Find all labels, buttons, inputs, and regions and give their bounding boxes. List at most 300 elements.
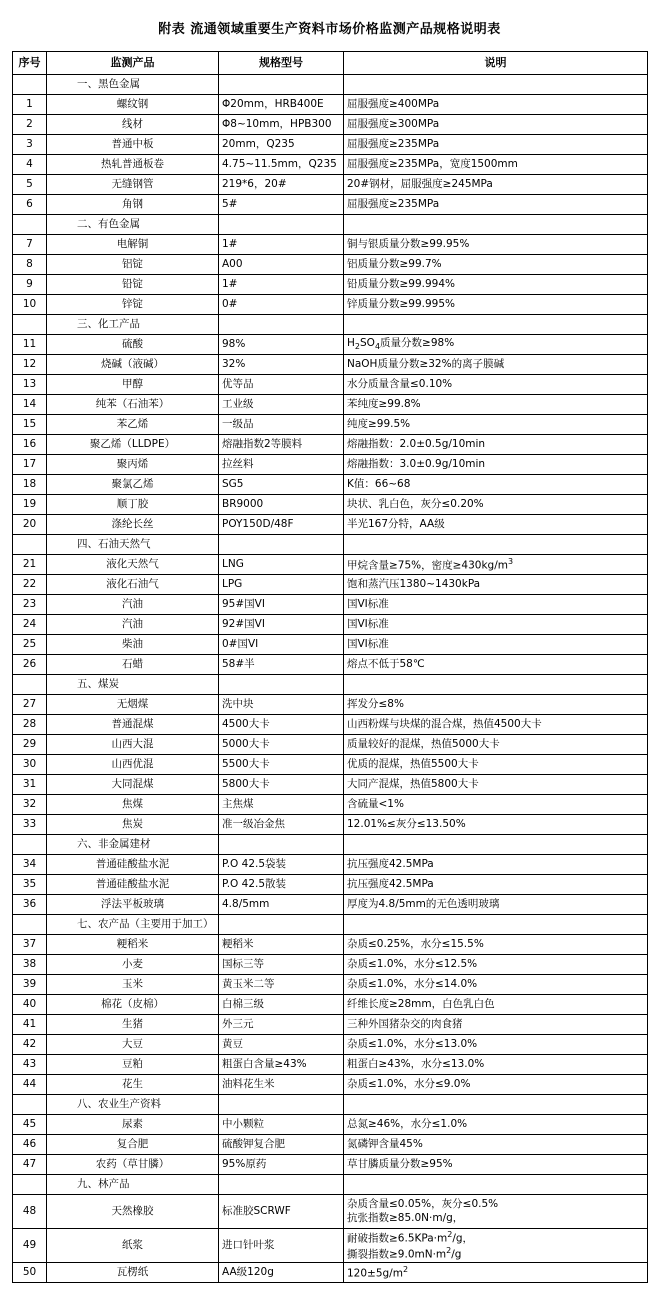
row-product: 铝锭	[47, 255, 219, 275]
row-spec: 92#国VI	[219, 615, 344, 635]
row-spec: 硫酸钾复合肥	[219, 1135, 344, 1155]
row-product: 山西优混	[47, 755, 219, 775]
row-spec: 一级品	[219, 415, 344, 435]
table-row-group	[13, 835, 648, 855]
row-product: 无缝钢管	[47, 175, 219, 195]
row-spec: 5000大卡	[219, 735, 344, 755]
row-desc: 国VI标准	[344, 595, 648, 615]
table-row	[13, 415, 648, 435]
row-no	[13, 1175, 47, 1195]
row-spec: P.O 42.5袋装	[219, 855, 344, 875]
table-row	[13, 815, 648, 835]
row-product: 普通中板	[47, 135, 219, 155]
table-row	[13, 695, 648, 715]
table-row	[13, 1115, 648, 1135]
row-spec: 油料花生米	[219, 1075, 344, 1095]
row-desc: 屈服强度≥235MPa，宽度1500mm	[344, 155, 648, 175]
row-desc: 山西粉煤与块煤的混合煤，热值4500大卡	[344, 715, 648, 735]
row-product: 山西大混	[47, 735, 219, 755]
row-desc	[344, 915, 648, 935]
table-row	[13, 555, 648, 575]
table-row-group	[13, 75, 648, 95]
row-spec: LNG	[219, 555, 344, 575]
row-desc: 挥发分≤8%	[344, 695, 648, 715]
row-desc: K值：66~68	[344, 475, 648, 495]
row-product: 棉花（皮棉）	[47, 995, 219, 1015]
row-no: 24	[13, 615, 47, 635]
table-row	[13, 235, 648, 255]
table-row	[13, 755, 648, 775]
row-no: 50	[13, 1263, 47, 1283]
row-no: 15	[13, 415, 47, 435]
table-row	[13, 995, 648, 1015]
row-spec: 标准胶SCRWF	[219, 1195, 344, 1229]
row-no: 37	[13, 935, 47, 955]
page-title: 附表 流通领域重要生产资料市场价格监测产品规格说明表	[158, 22, 501, 37]
row-desc: 质量较好的混煤，热值5000大卡	[344, 735, 648, 755]
row-no: 11	[13, 335, 47, 355]
row-no: 45	[13, 1115, 47, 1135]
row-product: 角钢	[47, 195, 219, 215]
row-spec: 洗中块	[219, 695, 344, 715]
row-no: 47	[13, 1155, 47, 1175]
row-spec: 4.8/5mm	[219, 895, 344, 915]
row-product: 大豆	[47, 1035, 219, 1055]
column-header-desc: 说明	[344, 52, 648, 75]
table-row	[13, 375, 648, 395]
row-spec: AA级120g	[219, 1263, 344, 1283]
row-product: 豆粕	[47, 1055, 219, 1075]
row-product: 普通硅酸盐水泥	[47, 875, 219, 895]
row-no	[13, 835, 47, 855]
row-product: 硫酸	[47, 335, 219, 355]
row-product: 聚氯乙烯	[47, 475, 219, 495]
row-spec: 准一级冶金焦	[219, 815, 344, 835]
row-spec	[219, 75, 344, 95]
row-product: 纯苯（石油苯）	[47, 395, 219, 415]
row-product: 聚乙烯（LLDPE）	[47, 435, 219, 455]
row-spec: 外三元	[219, 1015, 344, 1035]
table-row	[13, 795, 648, 815]
row-no: 43	[13, 1055, 47, 1075]
table-row	[13, 455, 648, 475]
row-no: 12	[13, 355, 47, 375]
row-desc: 屈服强度≥400MPa	[344, 95, 648, 115]
row-product: 柴油	[47, 635, 219, 655]
row-no: 17	[13, 455, 47, 475]
row-spec	[219, 915, 344, 935]
row-product: 烧碱（液碱）	[47, 355, 219, 375]
row-no: 22	[13, 575, 47, 595]
row-no	[13, 315, 47, 335]
row-desc: $H_2SO_4$质量分数≥98%	[344, 335, 648, 355]
row-no: 27	[13, 695, 47, 715]
row-no: 10	[13, 295, 47, 315]
row-desc: 杂质含量≤0.05%，灰分≤0.5% 抗张指数≥85.0N·m/g，	[344, 1195, 648, 1229]
table-row	[13, 1195, 648, 1229]
row-product: 电解铜	[47, 235, 219, 255]
table-row	[13, 895, 648, 915]
row-desc: 三种外国猪杂交的肉食猪	[344, 1015, 648, 1035]
row-no: 39	[13, 975, 47, 995]
table-row	[13, 255, 648, 275]
table-row	[13, 1155, 648, 1175]
row-desc	[344, 75, 648, 95]
row-no: 32	[13, 795, 47, 815]
table-row	[13, 975, 648, 995]
spec-table	[12, 51, 648, 1283]
row-spec	[219, 315, 344, 335]
row-no: 33	[13, 815, 47, 835]
row-product: 普通硅酸盐水泥	[47, 855, 219, 875]
row-desc: $120\pm 5g/m^2$	[344, 1263, 648, 1283]
row-desc	[344, 1095, 648, 1115]
row-no: 20	[13, 515, 47, 535]
row-desc: 20#钢材，屈服强度≥245MPa	[344, 175, 648, 195]
group-label: 九、林产品	[47, 1175, 219, 1195]
row-spec: 优等品	[219, 375, 344, 395]
row-no: 14	[13, 395, 47, 415]
row-product: 复合肥	[47, 1135, 219, 1155]
row-desc: 熔融指数：3.0±0.9g/10min	[344, 455, 648, 475]
row-spec: P.O 42.5散装	[219, 875, 344, 895]
table-row-group	[13, 1095, 648, 1115]
row-spec: 主焦煤	[219, 795, 344, 815]
row-spec	[219, 535, 344, 555]
row-no: 35	[13, 875, 47, 895]
row-spec: 32%	[219, 355, 344, 375]
row-spec: BR9000	[219, 495, 344, 515]
row-spec	[219, 1095, 344, 1115]
row-product: 玉米	[47, 975, 219, 995]
table-row-group	[13, 315, 648, 335]
row-desc: 锌质量分数≥99.995%	[344, 295, 648, 315]
row-no: 28	[13, 715, 47, 735]
group-label: 四、石油天然气	[47, 535, 219, 555]
row-desc: 杂质≤1.0%，水分≤12.5%	[344, 955, 648, 975]
table-row	[13, 595, 648, 615]
row-product: 甲醇	[47, 375, 219, 395]
row-no: 34	[13, 855, 47, 875]
row-desc: 杂质≤1.0%，水分≤13.0%	[344, 1035, 648, 1055]
row-desc	[344, 675, 648, 695]
row-product: 热轧普通板卷	[47, 155, 219, 175]
row-desc: 抗压强度42.5MPa	[344, 855, 648, 875]
row-desc: 纯度≥99.5%	[344, 415, 648, 435]
table-row	[13, 295, 648, 315]
row-desc: 甲烷含量≥75%，密度$\ge 430kg/m^3$	[344, 555, 648, 575]
row-spec	[219, 215, 344, 235]
group-label: 一、黑色金属	[47, 75, 219, 95]
row-product: 焦炭	[47, 815, 219, 835]
row-desc: 熔融指数：2.0±0.5g/10min	[344, 435, 648, 455]
row-desc: NaOH质量分数≥32%的离子膜碱	[344, 355, 648, 375]
row-no: 7	[13, 235, 47, 255]
table-row	[13, 775, 648, 795]
row-desc: 铝质量分数≥99.7%	[344, 255, 648, 275]
row-desc: 含硫量<1%	[344, 795, 648, 815]
row-no: 25	[13, 635, 47, 655]
row-desc: 抗压强度42.5MPa	[344, 875, 648, 895]
row-spec: 黄玉米二等	[219, 975, 344, 995]
row-desc: 铅质量分数≥99.994%	[344, 275, 648, 295]
row-spec: 58#半	[219, 655, 344, 675]
row-no: 2	[13, 115, 47, 135]
row-product: 线材	[47, 115, 219, 135]
row-product: 普通混煤	[47, 715, 219, 735]
row-product: 铅锭	[47, 275, 219, 295]
group-label: 二、有色金属	[47, 215, 219, 235]
row-desc: 耐破指数$\ge 6.5KPa\cdot m^2/g$， 撕裂指数$\ge 9.0mN\cdot m^2/g$	[344, 1229, 648, 1263]
row-no: 8	[13, 255, 47, 275]
row-desc: 块状、乳白色，灰分≤0.20%	[344, 495, 648, 515]
row-desc	[344, 315, 648, 335]
row-no: 21	[13, 555, 47, 575]
row-desc: 粗蛋白≥43%，水分≤13.0%	[344, 1055, 648, 1075]
group-label: 七、农产品（主要用于加工）	[47, 915, 219, 935]
table-row	[13, 1055, 648, 1075]
row-no	[13, 675, 47, 695]
row-no: 30	[13, 755, 47, 775]
row-no	[13, 215, 47, 235]
row-spec: 4500大卡	[219, 715, 344, 735]
row-desc: 国VI标准	[344, 615, 648, 635]
row-spec	[219, 675, 344, 695]
table-row-group	[13, 915, 648, 935]
table-row	[13, 495, 648, 515]
table-body	[13, 75, 648, 1283]
table-row	[13, 575, 648, 595]
row-product: 瓦楞纸	[47, 1263, 219, 1283]
table-row	[13, 395, 648, 415]
row-product: 聚丙烯	[47, 455, 219, 475]
row-no: 31	[13, 775, 47, 795]
row-product: 粳稻米	[47, 935, 219, 955]
row-no: 41	[13, 1015, 47, 1035]
row-product: 汽油	[47, 595, 219, 615]
row-desc: 杂质≤1.0%，水分≤9.0%	[344, 1075, 648, 1095]
row-no: 38	[13, 955, 47, 975]
row-no: 23	[13, 595, 47, 615]
row-product: 浮法平板玻璃	[47, 895, 219, 915]
row-desc: 铜与银质量分数≥99.95%	[344, 235, 648, 255]
group-label: 五、煤炭	[47, 675, 219, 695]
row-spec: 工业级	[219, 395, 344, 415]
table-row	[13, 155, 648, 175]
row-spec: 5800大卡	[219, 775, 344, 795]
row-no	[13, 915, 47, 935]
table-row	[13, 1263, 648, 1283]
table-row	[13, 615, 648, 635]
row-desc: 屈服强度≥235MPa	[344, 195, 648, 215]
row-spec	[219, 835, 344, 855]
row-spec: 219*6，20#	[219, 175, 344, 195]
row-spec: 95#国VI	[219, 595, 344, 615]
group-label: 三、化工产品	[47, 315, 219, 335]
row-desc	[344, 835, 648, 855]
table-row	[13, 95, 648, 115]
row-spec: 熔融指数2等膜料	[219, 435, 344, 455]
row-spec: A00	[219, 255, 344, 275]
row-spec: 国标三等	[219, 955, 344, 975]
row-product: 无烟煤	[47, 695, 219, 715]
row-no: 40	[13, 995, 47, 1015]
row-no: 44	[13, 1075, 47, 1095]
row-no: 5	[13, 175, 47, 195]
row-desc: 厚度为4.8/5mm的无色透明玻璃	[344, 895, 648, 915]
table-row	[13, 1075, 648, 1095]
row-desc: 熔点不低于58℃	[344, 655, 648, 675]
table-row	[13, 195, 648, 215]
row-product: 石蜡	[47, 655, 219, 675]
column-header-no: 序号	[13, 52, 47, 75]
table-header	[13, 52, 648, 75]
table-row	[13, 1035, 648, 1055]
column-header-product: 监测产品	[47, 52, 219, 75]
table-row-group	[13, 1175, 648, 1195]
row-product: 液化天然气	[47, 555, 219, 575]
row-no: 4	[13, 155, 47, 175]
row-product: 纸浆	[47, 1229, 219, 1263]
table-row	[13, 1135, 648, 1155]
row-spec: 4.75~11.5mm，Q235	[219, 155, 344, 175]
row-desc: 氮磷钾含量45%	[344, 1135, 648, 1155]
row-spec: LPG	[219, 575, 344, 595]
table-row	[13, 1229, 648, 1263]
row-product: 尿素	[47, 1115, 219, 1135]
row-product: 涤纶长丝	[47, 515, 219, 535]
row-desc	[344, 215, 648, 235]
row-desc: 水分质量含量≤0.10%	[344, 375, 648, 395]
row-no	[13, 75, 47, 95]
row-desc: 总氮≥46%，水分≤1.0%	[344, 1115, 648, 1135]
row-spec: 20mm，Q235	[219, 135, 344, 155]
row-product: 汽油	[47, 615, 219, 635]
table-row	[13, 735, 648, 755]
header-row	[13, 52, 648, 75]
row-product: 苯乙烯	[47, 415, 219, 435]
table-row	[13, 435, 648, 455]
row-spec: 白棉三级	[219, 995, 344, 1015]
row-desc	[344, 1175, 648, 1195]
row-product: 农药（草甘膦）	[47, 1155, 219, 1175]
row-product: 大同混煤	[47, 775, 219, 795]
row-product: 花生	[47, 1075, 219, 1095]
table-row	[13, 275, 648, 295]
row-desc: 屈服强度≥300MPa	[344, 115, 648, 135]
row-no: 26	[13, 655, 47, 675]
row-spec	[219, 1175, 344, 1195]
row-no: 13	[13, 375, 47, 395]
row-no: 18	[13, 475, 47, 495]
row-desc: 大同产混煤，热值5800大卡	[344, 775, 648, 795]
row-spec: 黄豆	[219, 1035, 344, 1055]
row-spec: 粗蛋白含量≥43%	[219, 1055, 344, 1075]
row-spec: 粳稻米	[219, 935, 344, 955]
table-row	[13, 855, 648, 875]
table-row	[13, 655, 648, 675]
row-desc	[344, 535, 648, 555]
row-desc: 纤维长度≥28mm，白色乳白色	[344, 995, 648, 1015]
row-no	[13, 535, 47, 555]
row-product: 小麦	[47, 955, 219, 975]
row-desc: 半光167分特，AA级	[344, 515, 648, 535]
row-spec: 5#	[219, 195, 344, 215]
group-label: 八、农业生产资料	[47, 1095, 219, 1115]
row-desc: 屈服强度≥235MPa	[344, 135, 648, 155]
table-row-group	[13, 675, 648, 695]
group-label: 六、非金属建材	[47, 835, 219, 855]
row-no: 49	[13, 1229, 47, 1263]
table-row	[13, 875, 648, 895]
table-row	[13, 115, 648, 135]
row-desc: 饱和蒸汽压1380~1430kPa	[344, 575, 648, 595]
row-no: 46	[13, 1135, 47, 1155]
table-row	[13, 635, 648, 655]
row-spec: 中小颗粒	[219, 1115, 344, 1135]
row-desc: 杂质≤1.0%，水分≤14.0%	[344, 975, 648, 995]
row-spec: 1#	[219, 235, 344, 255]
row-spec: 0#	[219, 295, 344, 315]
row-spec: Φ8~10mm，HPB300	[219, 115, 344, 135]
row-no	[13, 1095, 47, 1115]
row-no: 3	[13, 135, 47, 155]
row-spec: 进口针叶浆	[219, 1229, 344, 1263]
row-desc: 国VI标准	[344, 635, 648, 655]
row-desc: 优质的混煤，热值5500大卡	[344, 755, 648, 775]
table-row	[13, 355, 648, 375]
table-row	[13, 935, 648, 955]
row-product: 液化石油气	[47, 575, 219, 595]
table-row	[13, 955, 648, 975]
row-product: 天然橡胶	[47, 1195, 219, 1229]
row-spec: 5500大卡	[219, 755, 344, 775]
table-row	[13, 715, 648, 735]
row-no: 16	[13, 435, 47, 455]
row-spec: Φ20mm，HRB400E	[219, 95, 344, 115]
row-no: 48	[13, 1195, 47, 1229]
row-no: 42	[13, 1035, 47, 1055]
table-row	[13, 135, 648, 155]
row-spec: POY150D/48F	[219, 515, 344, 535]
row-product: 顺丁胶	[47, 495, 219, 515]
row-spec: SG5	[219, 475, 344, 495]
row-no: 9	[13, 275, 47, 295]
row-no: 1	[13, 95, 47, 115]
row-product: 生猪	[47, 1015, 219, 1035]
row-desc: 草甘膦质量分数≥95%	[344, 1155, 648, 1175]
row-spec: 0#国VI	[219, 635, 344, 655]
row-spec: 95%原药	[219, 1155, 344, 1175]
table-row	[13, 475, 648, 495]
column-header-spec: 规格型号	[219, 52, 344, 75]
row-no: 6	[13, 195, 47, 215]
row-product: 焦煤	[47, 795, 219, 815]
row-product: 螺纹钢	[47, 95, 219, 115]
row-spec: 拉丝料	[219, 455, 344, 475]
table-row-group	[13, 215, 648, 235]
row-no: 19	[13, 495, 47, 515]
table-row-group	[13, 535, 648, 555]
row-no: 29	[13, 735, 47, 755]
table-row	[13, 335, 648, 355]
row-desc: 杂质≤0.25%，水分≤15.5%	[344, 935, 648, 955]
table-row	[13, 175, 648, 195]
table-row	[13, 1015, 648, 1035]
row-desc: 12.01%≤灰分≤13.50%	[344, 815, 648, 835]
row-product: 锌锭	[47, 295, 219, 315]
table-row	[13, 515, 648, 535]
